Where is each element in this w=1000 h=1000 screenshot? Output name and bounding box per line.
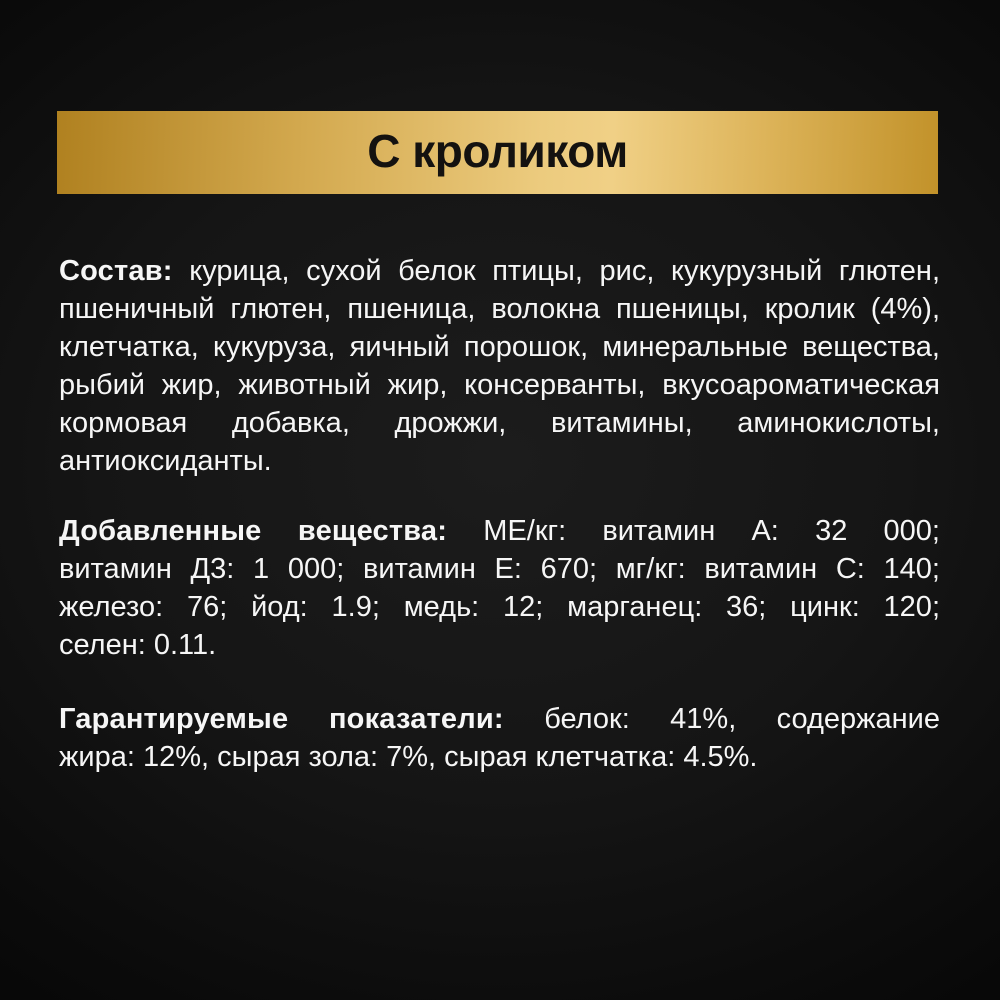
composition-line-3: клетчатка, кукуруза, яичный порошок, минеральные вещества, bbox=[59, 331, 940, 363]
text-line bbox=[59, 252, 940, 290]
additives-label: Добавленные вещества: bbox=[59, 515, 448, 547]
composition-line-5: кормовая добавка, дрожжи, витамины, аминокислоты, bbox=[59, 407, 940, 439]
composition-line-1: курица, сухой белок птицы, рис, кукурузный глютен, bbox=[189, 255, 940, 287]
additives-line-1: МЕ/кг: витамин А: 32 000; bbox=[483, 515, 940, 547]
additives-line-2: витамин Д3: 1 000; витамин Е: 670; мг/кг: витамин С: 140; bbox=[59, 553, 940, 585]
composition-line-2: пшеничный глютен, пшеница, волокна пшеницы, кролик (4%), bbox=[59, 293, 940, 325]
flavor-title: С кроликом bbox=[367, 124, 628, 177]
additives-line-4: селен: 0.11. bbox=[59, 629, 217, 661]
guaranteed-line-1: белок: 41%, содержание bbox=[544, 703, 941, 735]
guaranteed-line-2: жира: 12%, сырая зола: 7%, сырая клетчатка: 4.5%. bbox=[59, 741, 758, 773]
section-composition bbox=[59, 252, 940, 480]
label-text-content bbox=[59, 252, 940, 776]
composition-line-6: антиоксиданты. bbox=[59, 445, 272, 477]
guaranteed-label: Гарантируемые показатели: bbox=[59, 703, 504, 735]
additives-line-3: железо: 76; йод: 1.9; медь: 12; марганец: 36; цинк: 120; bbox=[59, 591, 940, 623]
section-additives bbox=[59, 512, 940, 664]
composition-line-4: рыбий жир, животный жир, консерванты, вкусоароматическая bbox=[59, 369, 940, 401]
text-line bbox=[59, 512, 940, 550]
section-guaranteed bbox=[59, 700, 940, 776]
flavor-banner bbox=[57, 111, 938, 194]
text-line bbox=[59, 700, 940, 738]
composition-label: Состав: bbox=[59, 255, 173, 287]
